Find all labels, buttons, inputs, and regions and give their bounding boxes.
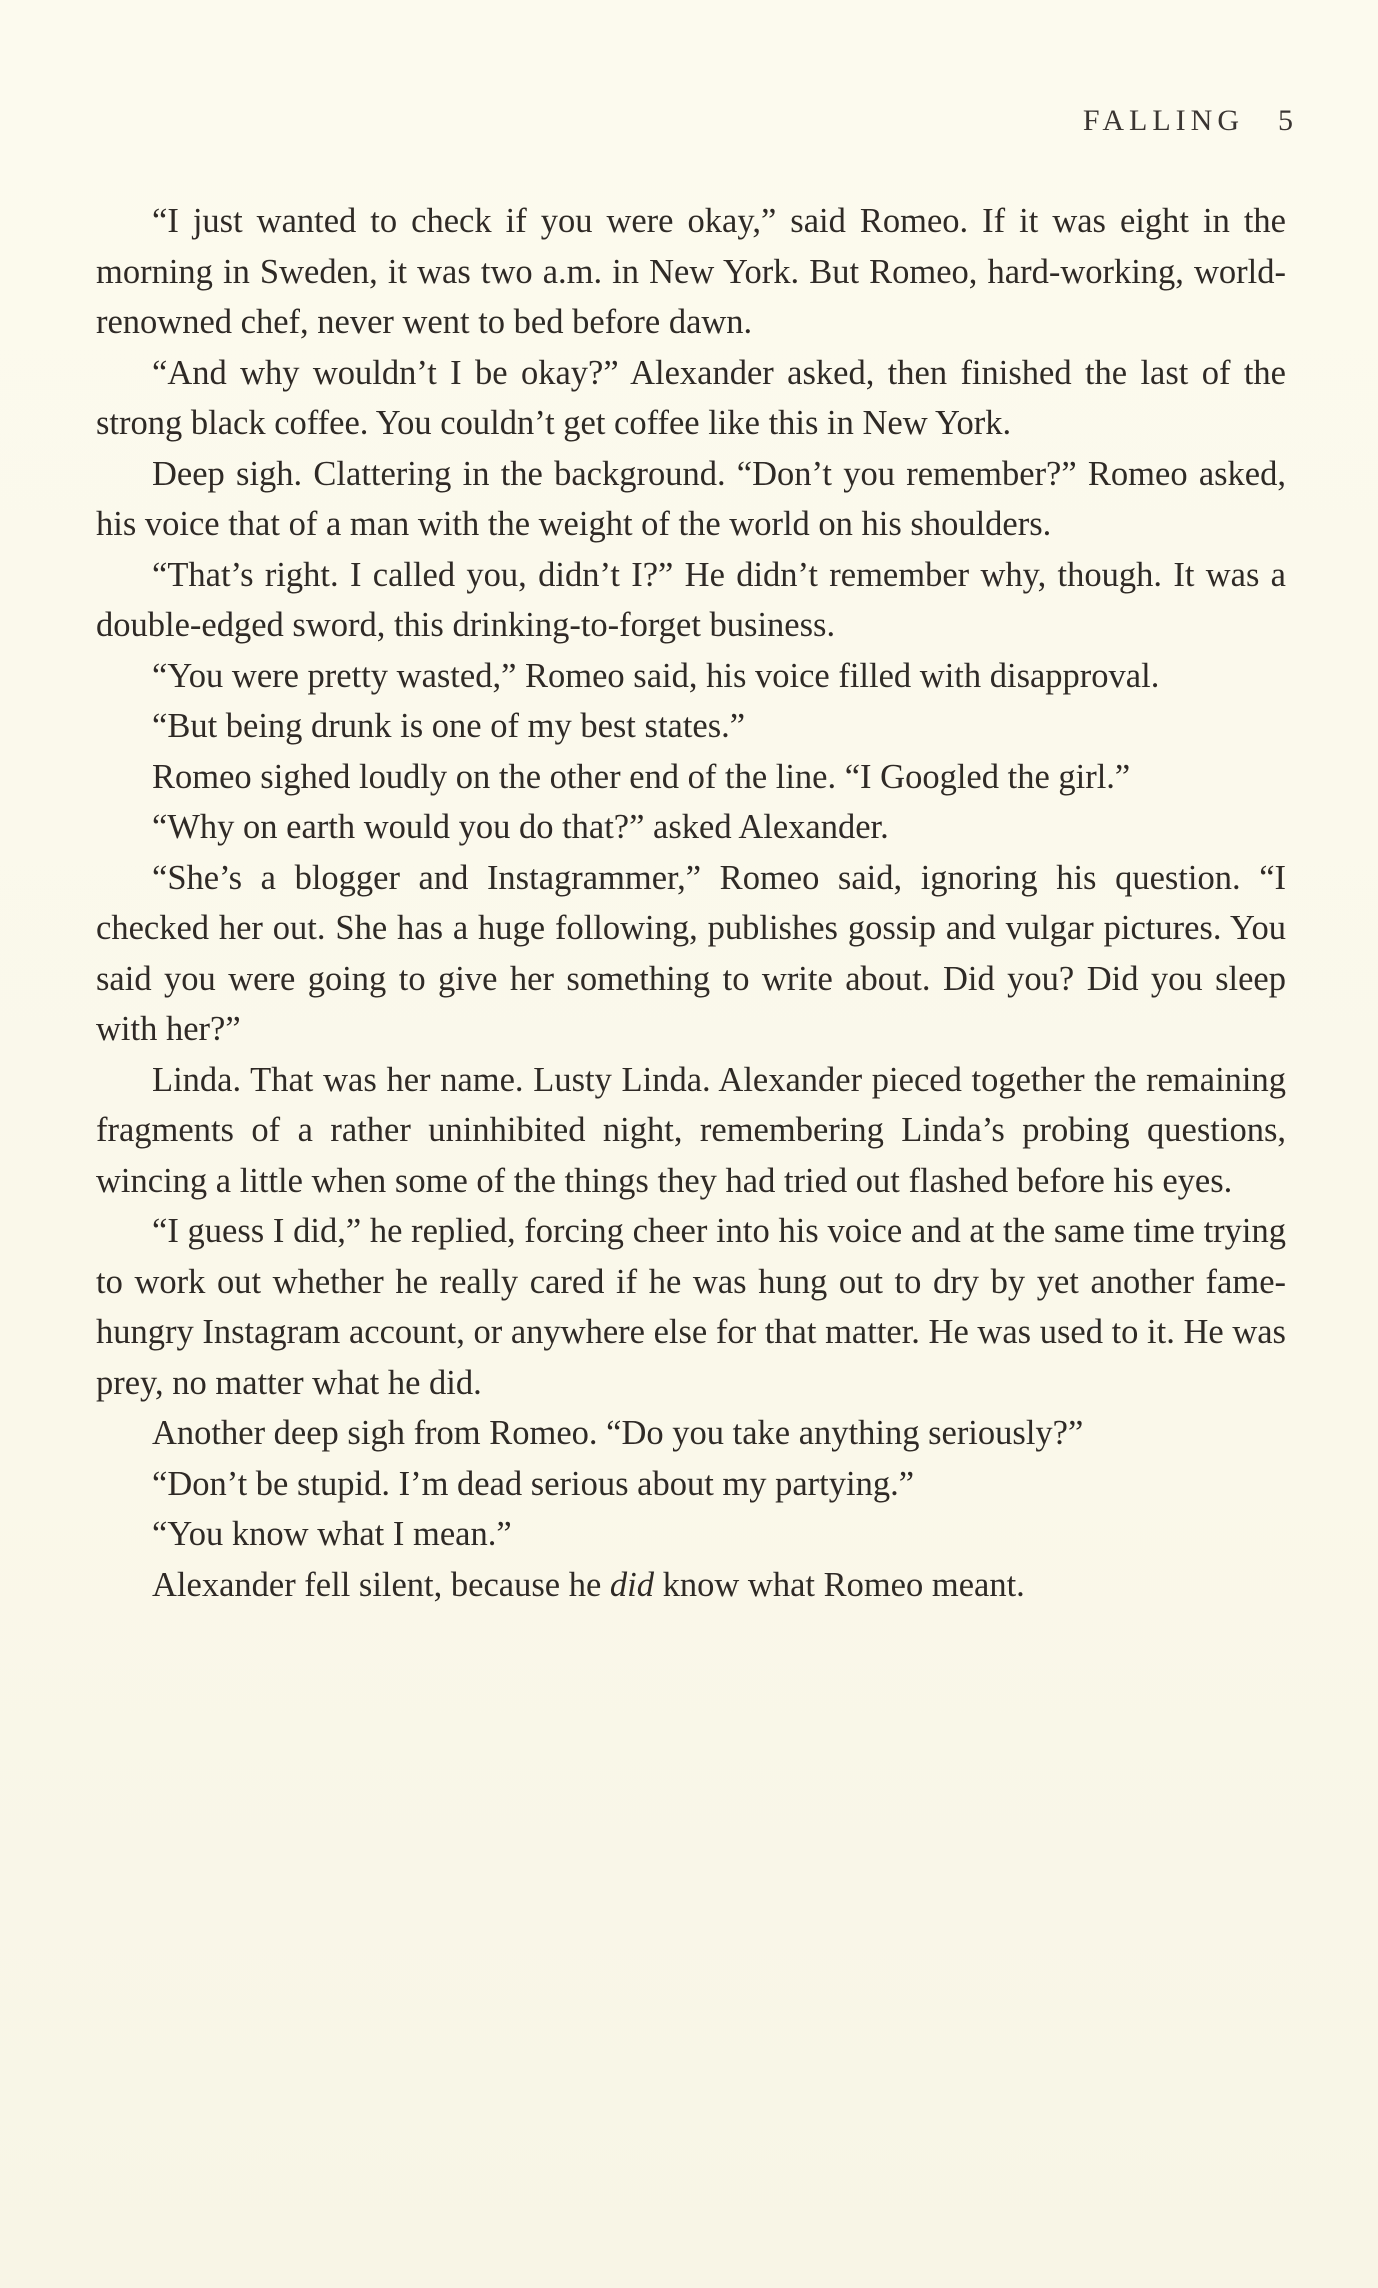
paragraph: Another deep sigh from Romeo. “Do you take anything seriously?”	[152, 1414, 1084, 1452]
last-text-before: Alexander fell silent, because he	[152, 1565, 610, 1604]
paragraph: “Don’t be stupid. I’m dead serious about my partying.”	[152, 1464, 915, 1503]
paragraph: “And why wouldn’t I be okay?” Alexander asked, then finished the last of the strong black coffee. You couldn’t get coffee like this in New York.	[96, 353, 1286, 442]
paragraph: “I just wanted to check if you were okay,” said Romeo. If it was eight in the morning in Sweden, it was two a.m. in New York. But Romeo, hard-working, world-renowned chef, never went to bed before dawn.	[96, 202, 1286, 341]
body-text	[96, 196, 1286, 1610]
paragraph: Romeo sighed loudly on the other end of the line. “I Googled the girl.”	[152, 757, 1131, 796]
last-text-after: know what Romeo meant.	[653, 1565, 1025, 1604]
paragraph-last	[96, 1560, 1286, 1611]
page-number: 5	[1278, 104, 1298, 137]
paragraph: Linda. That was her name. Lusty Linda. Alexander pieced together the remaining fragments of a rather uninhibited night, remembering Linda’s probing questions, wincing a little when some of the things they had tried out flashed before his eyes.	[96, 1060, 1286, 1200]
running-head-title: FALLING	[1082, 104, 1244, 137]
paragraph: “Why on earth would you do that?” asked Alexander.	[152, 808, 889, 846]
paragraph: “You were pretty wasted,” Romeo said, his voice filled with disapproval.	[152, 656, 1160, 695]
emphasized-word: did	[609, 1565, 654, 1604]
paragraph: “That’s right. I called you, didn’t I?” He didn’t remember why, though. It was a double-edged sword, this drinking-to-forget business.	[96, 555, 1286, 644]
paragraph: Deep sigh. Clattering in the background. “Don’t you remember?” Romeo asked, his voice that of a man with the weight of the world on his shoulders.	[96, 454, 1286, 543]
paragraph: “You know what I mean.”	[152, 1515, 512, 1553]
paragraph: “But being drunk is one of my best states.”	[152, 707, 746, 745]
running-head	[1083, 104, 1298, 138]
paragraph: “She’s a blogger and Instagrammer,” Romeo said, ignoring his question. “I checked her out. She has a huge following, publishes gossip and vulgar pictures. You said you were going to give her something to write about. Did you? Did you sleep with her?”	[96, 858, 1286, 1048]
paragraph: “I guess I did,” he replied, forcing cheer into his voice and at the same time trying to work out whether he really cared if he was hung out to dry by yet another fame-hungry Instagram account, or anywhere else for that matter. He was used to it. He was prey, no matter what he did.	[96, 1212, 1286, 1402]
